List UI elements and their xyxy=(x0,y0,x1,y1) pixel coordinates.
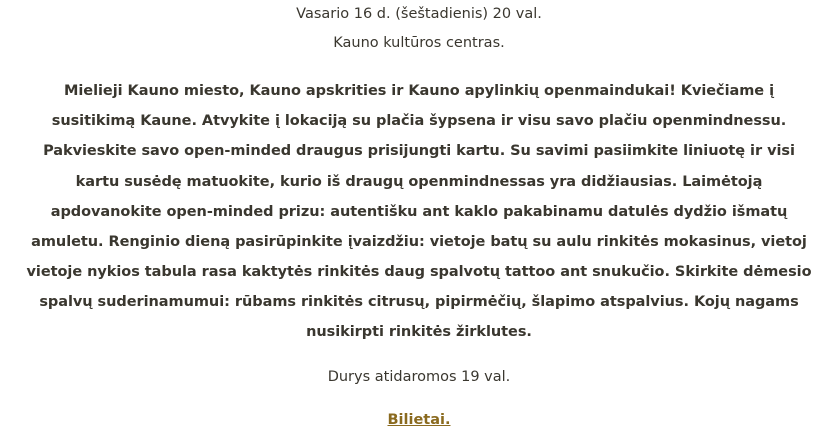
event-header xyxy=(22,0,816,54)
event-date-line: Vasario 16 d. (šeštadienis) 20 val. xyxy=(296,6,542,22)
event-description-paragraph: Mielieji Kauno miesto, Kauno apskrities ir Kauno apylinkių openmaindukai! Kviečiame į susitikimą Kaune. Atvykite į lokaciją su plačia šypsena ir visu savo plačiu openmindnessu. Pakvieskite savo open-minded draugus prisijungti kartu. Su savimi pasiimkite liniuotę ir visi kartu susėdę matuokite, kurio iš draugų openmindnessas yra didžiausias. Laimėtoją apdovanokite open-minded prizu: autentišku ant kaklo pakabinamu datulės dydžio išmatų amuletu. Renginio dieną pasirūpinkite įvaizdžiu: vietoje batų su aulu rinkitės mokasinus, vietoj vietoje nykios tabula rasa kaktytės rinkitės daug spalvotų tattoo ant snukučio. Skirkite dėmesio spalvų suderinamumui: rūbams rinkitės citrusų, pipirmėčių, šlapimo atspalvius. Kojų nagams nusikirpti rinkitės žirklutes. xyxy=(26,83,812,341)
event-venue-line: Kauno kultūros centras. xyxy=(333,35,505,52)
doors-open-line: Durys atidaromos 19 val. xyxy=(327,369,511,386)
tickets-link[interactable]: Bilietai. xyxy=(387,412,451,429)
tickets-link-container xyxy=(22,410,816,431)
